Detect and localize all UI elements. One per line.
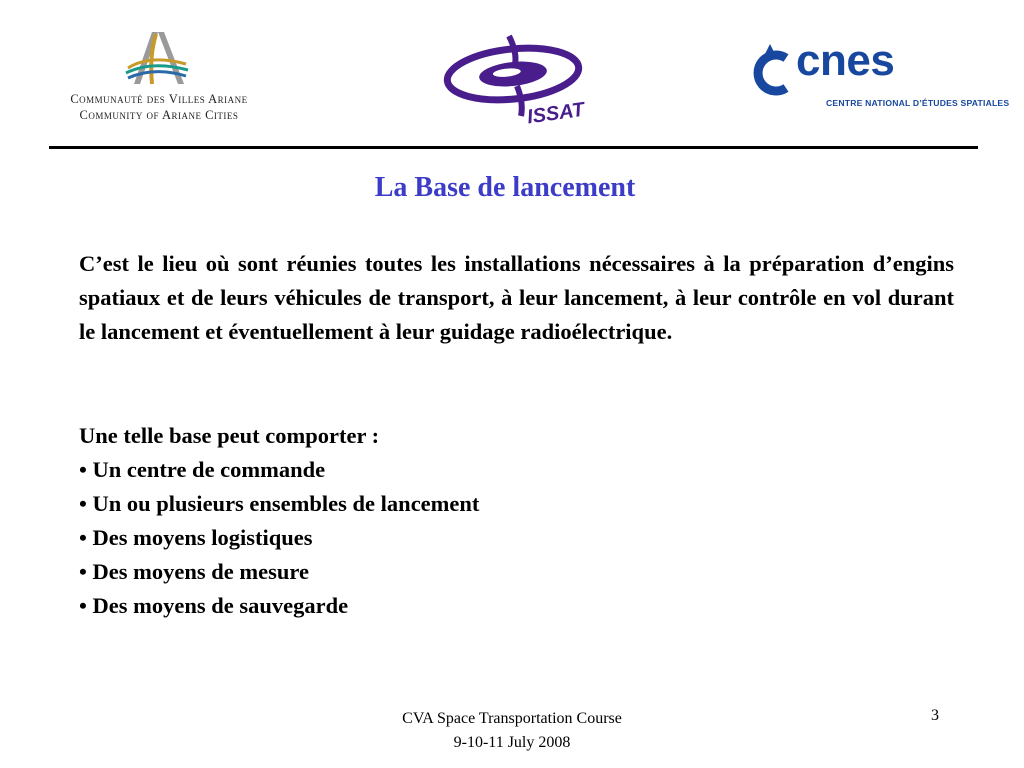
cnes-logo bbox=[752, 36, 1010, 114]
cva-logo bbox=[52, 28, 266, 128]
list-intro: Une telle base peut comporter : bbox=[79, 423, 380, 448]
components-list bbox=[79, 419, 954, 623]
cnes-emblem-icon bbox=[752, 42, 796, 98]
definition-paragraph: C’est le lieu où sont réunies toutes les installations nécessaires à la préparation d’engins spatiaux et de leurs véhicules de transport, à leur lancement, à leur contrôle en vol durant le lancement et éventuellement à leur guidage radioélectrique. bbox=[79, 251, 954, 344]
cnes-wordmark: cnes bbox=[796, 36, 895, 85]
list-item: • Des moyens de mesure bbox=[79, 559, 309, 584]
cva-name-french: Communauté des Villes Ariane bbox=[70, 92, 248, 106]
cnes-subtitle: CENTRE NATIONAL D’ÉTUDES SPATIALES bbox=[826, 98, 1010, 108]
cva-name-english: Community of Ariane Cities bbox=[79, 108, 239, 122]
list-item: • Un centre de commande bbox=[79, 457, 326, 482]
issat-text: ISSAT bbox=[525, 98, 586, 126]
slide-title: La Base de lancement bbox=[374, 172, 636, 203]
list-item: • Des moyens logistiques bbox=[79, 525, 313, 550]
issat-emblem-icon bbox=[443, 34, 588, 126]
ariane-a-icon bbox=[122, 28, 192, 90]
list-item: • Un ou plusieurs ensembles de lancement bbox=[79, 491, 480, 516]
issat-logo bbox=[443, 34, 588, 126]
list-item: • Des moyens de sauvegarde bbox=[79, 593, 349, 618]
footer-dates: 9-10-11 July 2008 bbox=[453, 734, 571, 751]
header-divider bbox=[49, 146, 978, 149]
footer-course-info bbox=[330, 707, 694, 755]
page-number: 3 bbox=[931, 707, 939, 724]
slide-header bbox=[0, 0, 1024, 150]
footer-course: CVA Space Transportation Course bbox=[402, 710, 622, 727]
